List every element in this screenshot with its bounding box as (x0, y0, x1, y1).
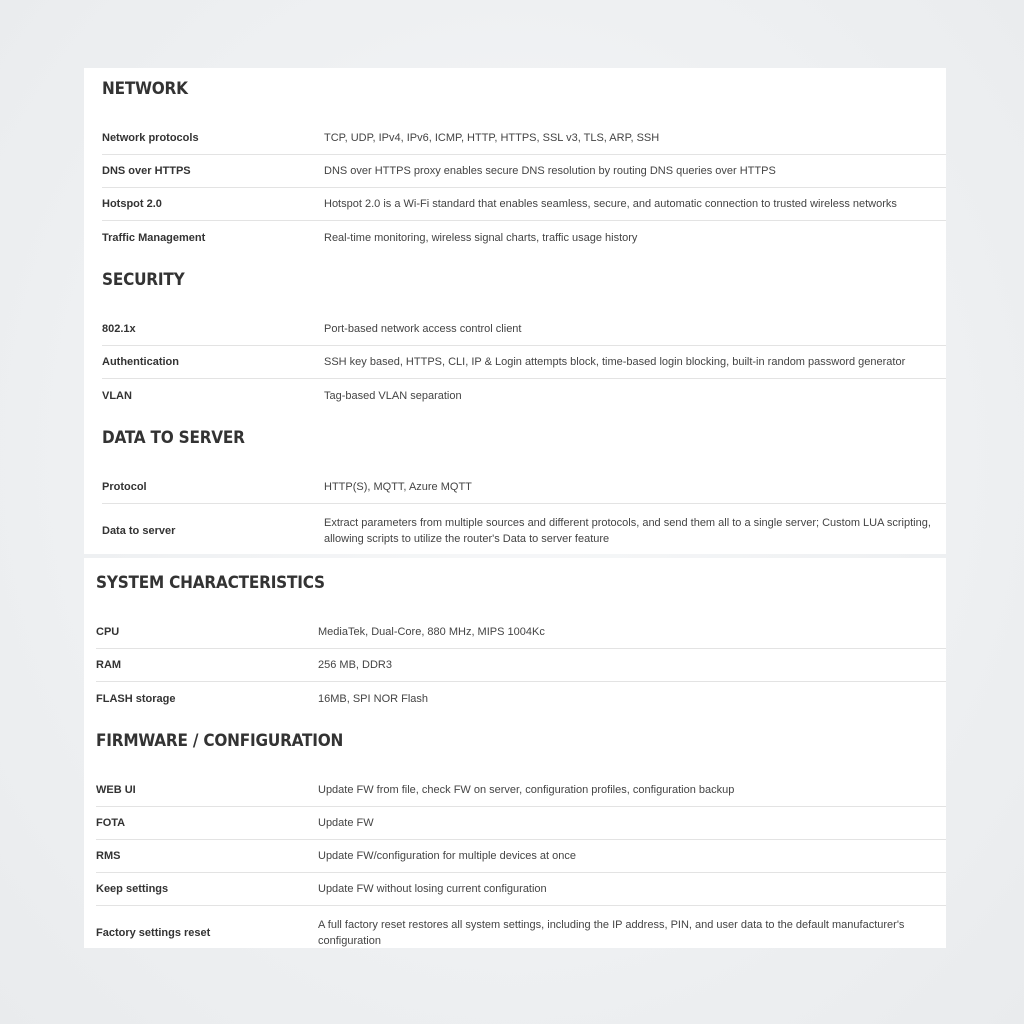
section-title-security: SECURITY (102, 270, 185, 290)
spec-row-8021x (102, 313, 946, 346)
section-network (102, 78, 946, 254)
spec-value: 16MB, SPI NOR Flash (318, 692, 429, 705)
spec-key: Keep settings (96, 883, 169, 895)
spec-key: VLAN (102, 389, 132, 402)
spec-key: Hotspot 2.0 (102, 198, 162, 210)
spec-row-flash-storage (96, 682, 946, 715)
spec-table-network (102, 122, 946, 254)
spec-table-firmware (96, 774, 946, 960)
spec-value: Update FW without losing current configuration (318, 883, 547, 895)
spec-key: DNS over HTTPS (102, 165, 191, 177)
spec-value: TCP, UDP, IPv4, IPv6, ICMP, HTTP, HTTPS, SSL v3, TLS, ARP, SSH (324, 132, 660, 144)
spec-table-system (96, 616, 946, 715)
spec-value: 256 MB, DDR3 (318, 659, 392, 671)
section-title-system-characteristics: SYSTEM CHARACTERISTICS (96, 573, 325, 593)
spec-value: Extract parameters from multiple sources and different protocols, and send them all to a single server; Custom LUA scripting, allowing scripts to utilize the router's Data to server feature (324, 517, 931, 545)
spec-key: Traffic Management (102, 231, 206, 244)
spec-value: SSH key based, HTTPS, CLI, IP & Login attempts block, time-based login blocking, built-in random password generator (324, 356, 906, 368)
spec-row-network-protocols (102, 122, 946, 155)
spec-key: CPU (96, 626, 120, 638)
spec-key: Network protocols (102, 132, 199, 144)
spec-key: WEB UI (96, 784, 136, 796)
section-data-to-server (102, 427, 946, 558)
spec-row-fota (96, 807, 946, 840)
spec-row-vlan (102, 379, 946, 412)
spec-value: Update FW/configuration for multiple devices at once (318, 850, 577, 862)
section-firmware-configuration (96, 730, 946, 960)
spec-key: FOTA (96, 817, 126, 829)
spec-value: Hotspot 2.0 is a Wi-Fi standard that enables seamless, secure, and automatic connection to trusted wireless networks (324, 198, 897, 210)
section-title-network: NETWORK (102, 79, 188, 99)
spec-row-factory-settings-reset (96, 906, 946, 960)
spec-value: Update FW (318, 817, 374, 829)
spec-row-data-to-server (102, 504, 946, 558)
spec-table-data-to-server (102, 471, 946, 558)
spec-row-cpu (96, 616, 946, 649)
section-security (102, 269, 946, 412)
spec-panel-system-firmware (84, 558, 946, 948)
spec-row-ram (96, 649, 946, 682)
spec-value: Update FW from file, check FW on server, configuration profiles, configuration backup (318, 784, 735, 796)
spec-row-rms (96, 840, 946, 873)
spec-key: Authentication (102, 356, 179, 368)
spec-row-traffic-management (102, 221, 946, 254)
spec-panel-network-security-data (84, 68, 946, 554)
spec-value: Port-based network access control client (324, 323, 522, 335)
spec-value: MediaTek, Dual-Core, 880 MHz, MIPS 1004Kc (318, 626, 545, 638)
section-title-firmware-configuration: FIRMWARE / CONFIGURATION (96, 731, 344, 751)
spec-row-authentication (102, 346, 946, 379)
spec-value: DNS over HTTPS proxy enables secure DNS resolution by routing DNS queries over HTTPS (324, 165, 776, 177)
spec-key: 802.1x (102, 323, 136, 335)
spec-key: RAM (96, 659, 122, 671)
spec-key: Factory settings reset (96, 927, 211, 939)
spec-row-protocol (102, 471, 946, 504)
spec-row-keep-settings (96, 873, 946, 906)
spec-key: Protocol (102, 481, 147, 493)
spec-table-security (102, 313, 946, 412)
spec-value: HTTP(S), MQTT, Azure MQTT (324, 481, 472, 493)
spec-key: Data to server (102, 525, 176, 537)
section-system-characteristics (96, 572, 946, 715)
spec-row-web-ui (96, 774, 946, 807)
spec-value: Real-time monitoring, wireless signal charts, traffic usage history (324, 231, 638, 244)
spec-row-hotspot (102, 188, 946, 221)
spec-value: Tag-based VLAN separation (324, 389, 462, 402)
spec-key: FLASH storage (96, 692, 176, 705)
spec-key: RMS (96, 850, 121, 862)
section-title-data-to-server: DATA TO SERVER (102, 428, 245, 448)
spec-row-dns-over-https (102, 155, 946, 188)
spec-value: A full factory reset restores all system settings, including the IP address, PIN, and user data to the default manufacturer's configuration (318, 919, 905, 947)
